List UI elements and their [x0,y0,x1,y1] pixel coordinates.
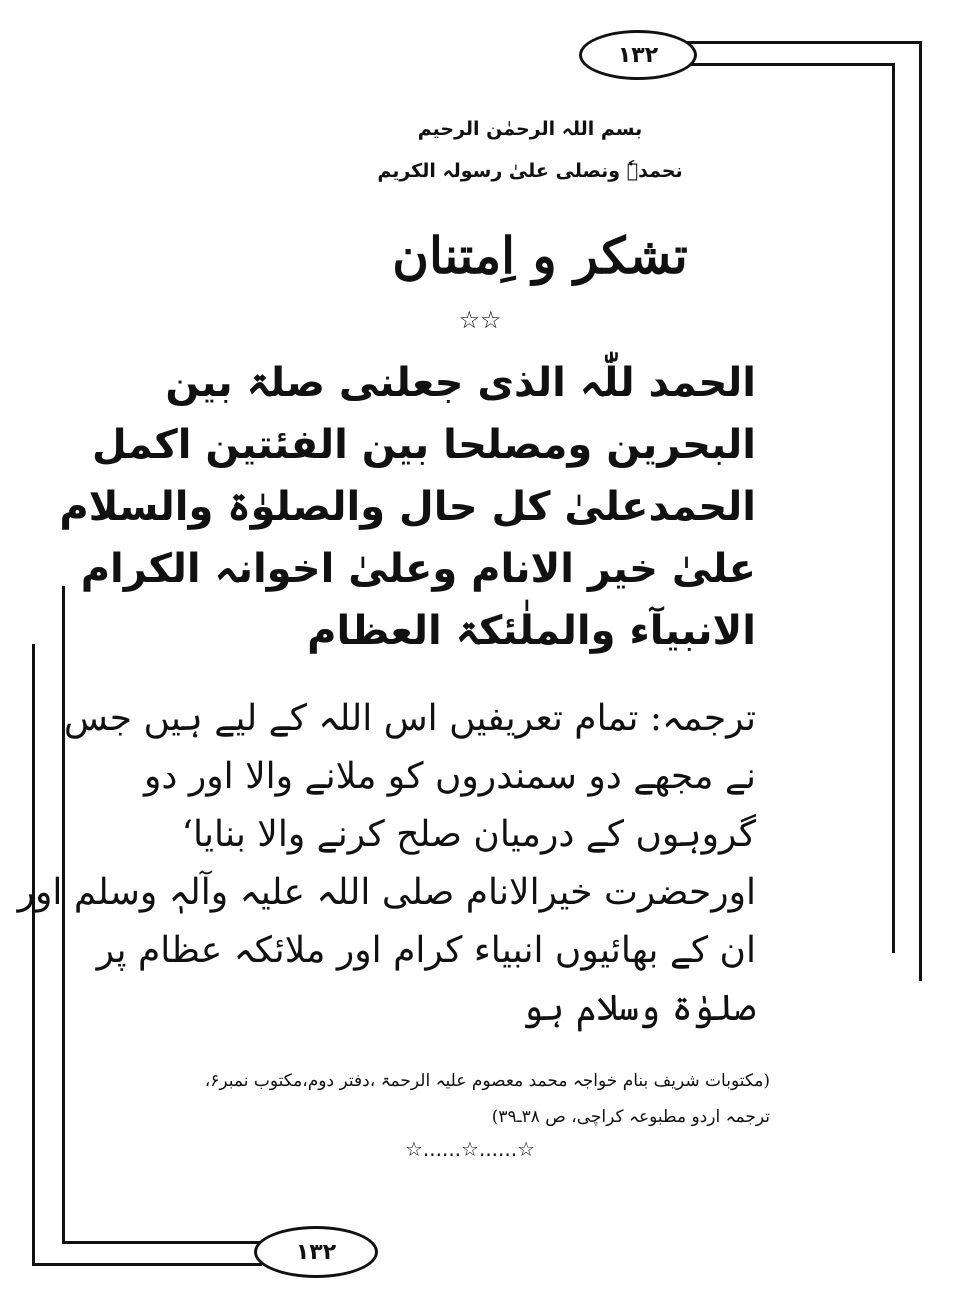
frame-right-line-inner [892,63,895,953]
frame-top-line-outer [680,41,922,44]
page-number-top-text: ۱۳۲ [617,42,659,68]
frame-right-line-outer [919,41,922,981]
arabic-line: الانبیآء والملٰئکۃ العظام [307,608,756,654]
page-number-bottom [254,1226,378,1278]
arabic-line: علیٰ خیر الانام وعلیٰ اخوانہ الکرام [80,546,756,592]
translation-line: اورحضرت خیرالانام صلی اللہ علیہ وآلہٖ وسلم اور [17,872,756,913]
frame-bottom-line-inner [62,1241,262,1244]
arabic-text [59,352,756,662]
frame-left-line-outer [32,644,35,1266]
frame-top-line-inner [680,63,895,66]
arabic-line: الحمد للّٰہ الذی جعلنی صلۃ بین [165,360,756,406]
reference-line: ترجمہ اردو مطبوعہ کراچی، ص ۳۸ـ۳۹) [491,1107,770,1127]
arabic-line: الحمدعلیٰ کل حال والصلوٰۃ والسلام [59,484,756,530]
page-number-top [579,30,697,80]
urdu-translation [17,690,756,1038]
translation-line: نے مجھے دو سمندروں کو ملانے والا اور دو [144,756,756,797]
translation-line: ان کے بھائیوں انبیاء کرام اور ملائکہ عظام پر [96,930,756,971]
translation-line: ترجمہ: تمام تعریفیں اس اللہ کے لیے ہیں جس [63,698,756,739]
page-number-bottom-text: ۱۳۲ [295,1239,337,1265]
page-title: تشکر و اِمتنان [392,226,688,285]
translation-line: صلوٰۃ وسلام ہو [522,988,756,1029]
arabic-line: البحرین ومصلحا بین الفئتین اکمل [91,422,756,468]
frame-bottom-line-outer [32,1263,262,1266]
bismillah: بسم اللہ الرحمٰن الرحیم [417,118,643,140]
reference-line: (مکتوبات شریف بنام خواجہ محمد معصوم علیہ الرحمۃ ،دفتر دوم،مکتوب نمبر۶، [204,1071,770,1091]
reference-citation [204,1063,770,1135]
stars-divider: ☆☆ [458,306,502,334]
end-stars-divider: ☆......☆......☆ [404,1137,536,1161]
salutation: نحمدہٗ ونصلی علیٰ رسولہ الکریم [377,160,683,182]
translation-line: گروہوں کے درمیان صلح کرنے والا بنایا‘ [181,814,756,855]
